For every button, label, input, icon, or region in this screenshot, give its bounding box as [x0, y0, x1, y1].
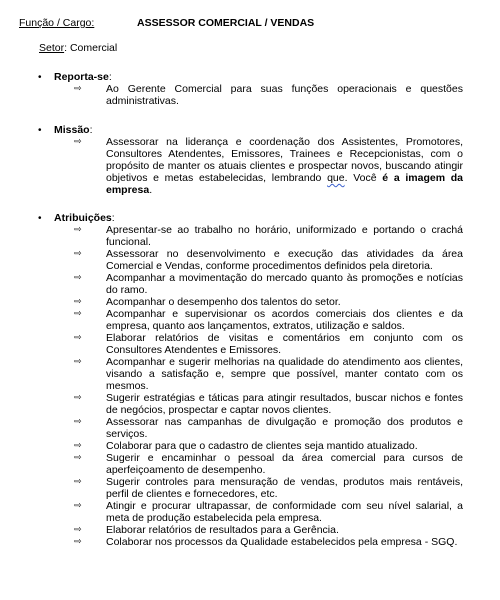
atribuicoes-colon: :: [111, 212, 115, 224]
list-item: [0, 272, 500, 296]
bullet-dot-icon: •: [38, 125, 42, 136]
setor-line: [39, 42, 117, 54]
arrow-right-outline-icon: ⇨: [74, 273, 82, 283]
setor-label: Setor: [39, 42, 65, 54]
job-title-line: [19, 17, 489, 29]
arrow-right-outline-icon: ⇨: [74, 393, 82, 403]
atribuicao-item-text: Elaborar relatórios de resultados para a Gerência.: [106, 524, 339, 536]
list-item: [0, 440, 500, 452]
list-item: [0, 416, 500, 440]
list-item: [0, 524, 500, 536]
arrow-right-outline-icon: ⇨: [74, 357, 82, 367]
bullet-dot-icon: •: [38, 72, 42, 83]
arrow-right-outline-icon: ⇨: [74, 501, 82, 511]
arrow-right-outline-icon: ⇨: [74, 525, 82, 535]
list-item: [0, 308, 500, 332]
atribuicao-item-text: Assessorar no desenvolvimento e execução das atividades da área Comercial e Vendas, conforme procedimentos definidos pela diretoria.: [106, 248, 463, 272]
reporta-colon: :: [108, 71, 112, 83]
setor-value: : Comercial: [64, 42, 118, 54]
missao-colon: :: [89, 124, 93, 136]
atribuicao-item-text: Colaborar nos processos da Qualidade estabelecidos pela empresa - SGQ.: [106, 536, 458, 548]
missao-text-part: Assessorar na liderança e coordenação dos Assistentes, Promotores, Consultores Atendentes, Emissores, Trainees e Recepcionistas, com o propósito de manter os atuais clientes e prospectar novos, buscando atingir objetivos e metas estabelecidas, lembrando: [106, 136, 463, 184]
list-item: [0, 332, 500, 356]
atribuicao-item-text: Acompanhar a movimentação do mercado quanto às promoções e notícias do ramo.: [106, 272, 463, 296]
missao-label: Missão: [54, 124, 90, 136]
atribuicao-item-text: Assessorar nas campanhas de divulgação e promoção dos produtos e serviços.: [106, 416, 463, 440]
atribuicao-item-text: Atingir e procurar ultrapassar, de conformidade com seu nível salarial, a meta de produção estabelecida pela empresa.: [106, 500, 463, 524]
arrow-right-outline-icon: ⇨: [74, 309, 82, 319]
missao-text-emphasis: é a imagem da empresa: [106, 172, 463, 196]
atribuicoes-label: Atribuições: [54, 212, 112, 224]
arrow-right-outline-icon: ⇨: [74, 537, 82, 547]
atribuicao-item-text: Sugerir e encaminhar o pessoal da área comercial para cursos de aperfeiçoamento de desempenho.: [106, 452, 463, 476]
atribuicao-item-text: Acompanhar o desempenho dos talentos do setor.: [106, 296, 341, 308]
funcao-cargo-label: Função / Cargo:: [19, 17, 95, 29]
atribuicoes-items: [0, 224, 500, 548]
atribuicao-item-text: Sugerir estratégias e táticas para atingir resultados, buscar nichos e fontes de negócios, prospectar e captar novos clientes.: [106, 392, 463, 416]
atribuicao-item-text: Apresentar-se ao trabalho no horário, uniformizado e portando o crachá funcional.: [106, 224, 463, 248]
list-item: [0, 536, 500, 548]
list-item: [0, 452, 500, 476]
atribuicao-item-text: Acompanhar e supervisionar os acordos comerciais dos clientes e da empresa, quanto aos lançamentos, extratos, utilização e saldos.: [106, 308, 463, 332]
arrow-right-outline-icon: ⇨: [74, 137, 82, 147]
arrow-right-outline-icon: ⇨: [74, 84, 82, 94]
atribuicao-item-text: Sugerir controles para mensuração de vendas, produtos mais rentáveis, perfil de clientes e fornecedores, etc.: [106, 476, 463, 500]
arrow-right-outline-icon: ⇨: [74, 297, 82, 307]
missao-text-part: . Você: [344, 172, 383, 184]
atribuicao-item-text: Acompanhar e sugerir melhorias na qualidade do atendimento aos clientes, visando a satisfação e, sempre que possível, manter contato com os mesmos.: [106, 356, 463, 392]
arrow-right-outline-icon: ⇨: [74, 249, 82, 259]
list-item: [0, 83, 500, 107]
arrow-right-outline-icon: ⇨: [74, 225, 82, 235]
list-item: [0, 476, 500, 500]
reporta-items: [0, 83, 500, 107]
missao-text-part: .: [149, 184, 153, 196]
bullet-dot-icon: •: [38, 213, 42, 224]
list-item: [0, 136, 500, 196]
funcao-cargo-value: ASSESSOR COMERCIAL / VENDAS: [137, 17, 315, 29]
list-item: [0, 224, 500, 248]
atribuicao-item-text: Colaborar para que o cadastro de clientes seja mantido atualizado.: [106, 440, 418, 452]
arrow-right-outline-icon: ⇨: [74, 333, 82, 343]
list-item: [0, 500, 500, 524]
spellcheck-squiggle-word: que: [327, 172, 345, 184]
list-item: [0, 392, 500, 416]
arrow-right-outline-icon: ⇨: [74, 441, 82, 451]
atribuicao-item-text: Elaborar relatórios de visitas e comentários em conjunto com os Consultores Atendentes e Emissores.: [106, 332, 463, 356]
missao-text: [106, 136, 463, 196]
arrow-right-outline-icon: ⇨: [74, 453, 82, 463]
list-item: [0, 296, 500, 308]
arrow-right-outline-icon: ⇨: [74, 417, 82, 427]
list-item: [0, 248, 500, 272]
missao-items: [0, 136, 500, 196]
arrow-right-outline-icon: ⇨: [74, 477, 82, 487]
reporta-label: Reporta-se: [54, 71, 109, 83]
reporta-item-text: Ao Gerente Comercial para suas funções operacionais e questões administrativas.: [106, 83, 463, 107]
list-item: [0, 356, 500, 392]
